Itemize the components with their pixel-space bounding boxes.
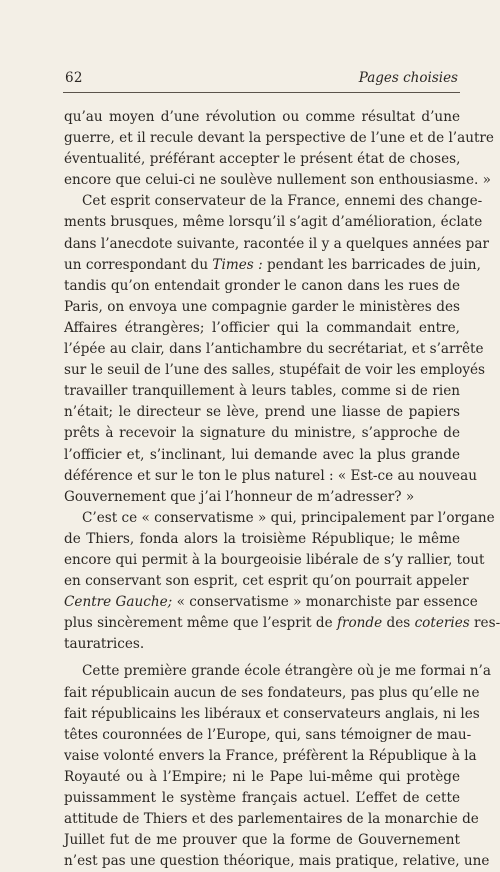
text-segment: travailler tranquillement à leurs tables, comme si de rien [64,383,460,400]
text-line [64,571,469,592]
text-segment: Cet esprit conservateur de la France, ennemi des change- [82,193,483,210]
text-segment: C’est ce « conservatisme » qui, principalement par l’organe [82,509,495,526]
italic-text: coteries [414,615,470,632]
paragraph [64,661,491,872]
text-segment: tauratrices. [64,636,145,653]
text-line [64,402,460,423]
text-segment: pendant les barricades de juin, [262,256,481,273]
text-segment: l’officier et, s’inclinant, lui demande avec la plus grande [64,446,460,463]
text-line [64,830,460,851]
text-line [64,683,480,704]
paragraph [64,508,500,656]
text-line [64,550,485,571]
page-number: 62 [65,70,83,86]
italic-text: Centre Gauche; [64,594,173,611]
text-line [64,423,460,444]
text-line [64,149,460,170]
text-segment: fait républicain aucun de ses fondateurs, pas plus qu’elle ne [64,684,480,701]
text-segment: éventualité, préférant accepter le présent état de choses, [64,151,461,168]
text-segment: puissamment le système français actuel. L’effet de cette [64,790,460,806]
text-line [64,725,472,746]
text-segment: plus sincèrement même que l’esprit de [64,615,337,632]
text-segment: « conservatisme » monarchiste par essence [172,594,478,611]
text-segment: attitude de Thiers et des parlementaires de la monarchie de [64,811,479,828]
text-line [64,466,477,487]
text-line [64,661,491,682]
text-segment: n’est pas une question théorique, mais pratique, relative, une [64,853,490,870]
text-segment: un correspondant du [64,256,213,273]
text-segment: de Thiers, fonda alors la troisième République; le même [64,530,460,547]
text-segment: Cette première grande école étrangère où je me formai n’a [82,663,491,680]
text-segment: Affaires étrangères; l’officier qui la commandait entre, [64,319,460,336]
text-line [64,360,486,381]
text-segment: prêts à recevoir la signature du ministre, s’approche de [64,425,460,442]
paragraph [64,107,494,191]
text-line [64,788,460,809]
text-segment: têtes couronnées de l’Europe, qui, sans témoigner de mau- [64,726,472,743]
text-segment: l’épée au clair, dans l’antichambre du secrétariat, et s’arrête [64,341,484,358]
header-rule [63,92,460,93]
text-line [64,746,477,767]
text-line [64,107,460,128]
text-line [64,851,490,872]
text-segment: qu’au moyen d’une révolution ou comme résultat d’une [64,109,460,125]
text-segment: en conservant son esprit, cet esprit qu’on pourrait appeler [64,573,469,590]
text-line [64,487,460,508]
text-line [64,276,460,297]
text-line [64,704,480,725]
text-line [64,297,460,318]
text-segment: dans l’anecdote suivante, racontée il y a quelques années par [64,235,489,252]
text-segment: res- [469,615,500,632]
text-line [64,128,494,149]
text-segment: n’était; le directeur se lève, prend une liasse de papiers [64,404,460,421]
paragraph [64,191,489,507]
text-line [64,318,460,339]
text-line [64,255,481,276]
body-text [64,107,500,872]
text-segment: ments brusques, même lorsqu’il s’agit d’amélioration, éclate [64,214,483,231]
text-segment: Royauté ou à l’Empire; ni le Pape lui-même qui protège [64,768,460,785]
text-segment: encore que celui-ci ne soulève nullement son enthousiasme. » [64,172,491,189]
text-segment: Juillet fut de me prouver que la forme de Gouvernement [64,832,460,849]
running-title: Pages choisies [358,70,458,86]
text-segment: encore qui permit à la bourgeoisie libérale de s’y rallier, tout [64,551,485,568]
text-segment: guerre, et il recule devant la perspective de l’une et de l’autre [64,130,494,147]
text-line [64,191,483,212]
text-line [64,445,460,466]
text-segment: sur le seuil de l’une des salles, stupéfait de voir les employés [64,362,486,379]
text-line [64,170,491,191]
text-segment: tandis qu’on entendait gronder le canon dans les rues de [64,277,460,294]
italic-text: fronde [336,615,383,632]
text-line [64,212,483,233]
text-line [64,508,495,529]
text-segment: déférence et sur le ton le plus naturel : « Est-ce au nouveau [64,467,477,484]
text-line [64,234,489,255]
running-head [65,68,458,90]
italic-text: Times : [212,256,263,273]
text-line [64,529,460,550]
text-segment: Gouvernement que j’ai l’honneur de m’adresser? » [64,488,415,505]
text-segment: vaise volonté envers la France, préfèrent la République à la [64,747,477,764]
text-line [64,592,478,613]
text-line [64,613,500,634]
text-line [64,809,479,830]
text-line [64,381,460,402]
text-segment: fait républicains les libéraux et conservateurs anglais, ni les [64,705,480,722]
text-segment: des [382,615,415,632]
text-line [64,767,460,788]
text-line [64,634,460,655]
text-line [64,339,484,360]
text-segment: Paris, on envoya une compagnie garder le ministères des [64,298,460,315]
